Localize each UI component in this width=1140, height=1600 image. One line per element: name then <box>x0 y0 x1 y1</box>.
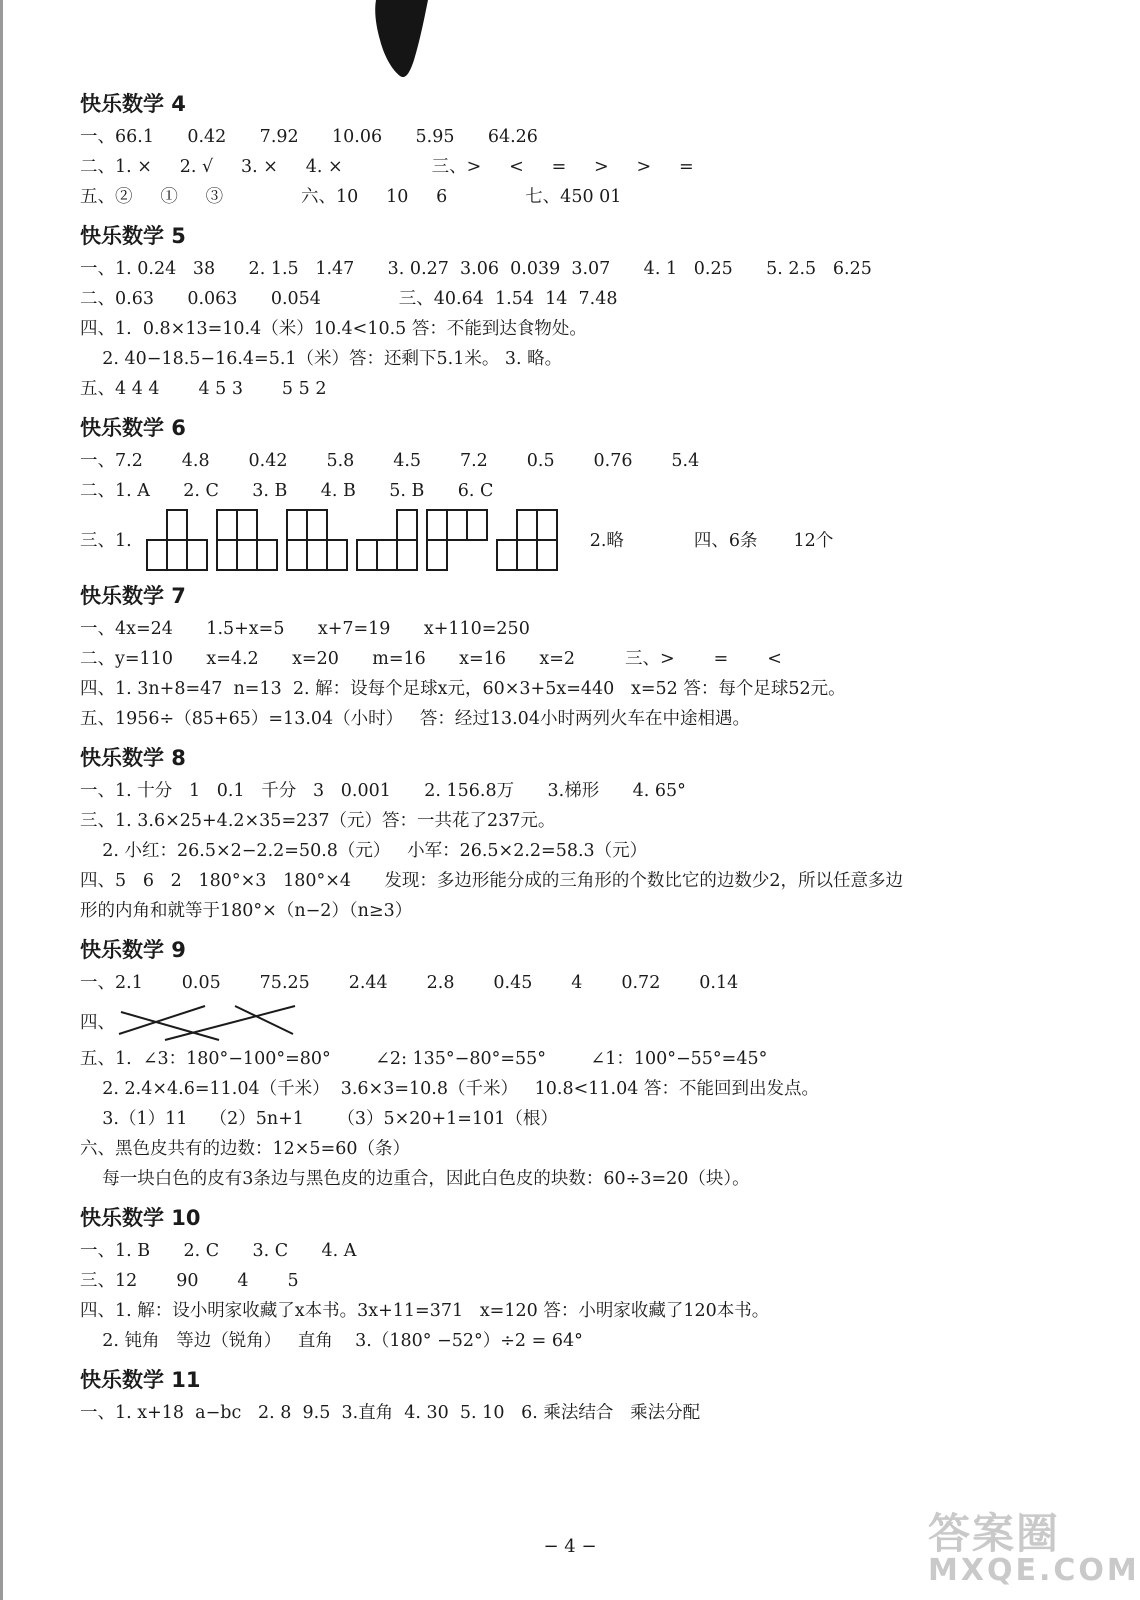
watermark-logo-text: 答案圈 <box>928 1509 1061 1558</box>
answer-line: 五、② ① ③ 六、10 10 6 七、450 01 <box>80 187 622 207</box>
section-title: 快乐数学 4 <box>80 92 186 116</box>
section-math-11 <box>80 1362 1090 1428</box>
answer-line: 2. 40−18.5−16.4=5.1（米）答：还剩下5.1米。 3. 略。 <box>80 349 563 369</box>
answer-line: 二、1. × 2. √ 3. × 4. × 三、> < = > > = <box>80 157 694 177</box>
scan-edge <box>0 0 3 1600</box>
answer-line: 一、1. 十分 1 0.1 千分 3 0.001 2. 156.8万 3.梯形 4. 65° <box>80 781 686 801</box>
answer-line: 形的内角和就等于180°×（n−2）（n≥3） <box>80 901 413 921</box>
section-math-9 <box>80 932 1090 1194</box>
answer-line: 3.（1）11 （2）5n+1 （3）5×20+1=101（根） <box>80 1109 558 1129</box>
site-watermark <box>928 1509 1140 1592</box>
answer-line: 五、4 4 4 4 5 3 5 5 2 <box>80 379 327 399</box>
answer-line: 二、1. A 2. C 3. B 4. B 5. B 6. C <box>80 481 494 501</box>
answer-line: 一、66.1 0.42 7.92 10.06 5.95 64.26 <box>80 127 538 147</box>
answer-line: 二、y=110 x=4.2 x=20 m=16 x=16 x=2 三、> = < <box>80 649 782 669</box>
answer-prefix: 三、1. <box>80 530 132 551</box>
answer-line: 2. 小红：26.5×2−2.2=50.8（元） 小军：26.5×2.2=58.3（元） <box>80 841 648 861</box>
answer-text: 四、6条 <box>693 530 758 551</box>
section-math-4 <box>80 86 1090 212</box>
cube-net-figure <box>216 507 280 571</box>
answer-line: 五、1. ∠3：180°−100°=80° ∠2: 135°−80°=55° ∠1：100°−55°=45° <box>80 1049 768 1069</box>
answer-line: 一、4x=24 1.5+x=5 x+7=19 x+110=250 <box>80 619 530 639</box>
answer-line: 2. 钝角 等边（锐角） 直角 3.（180° −52°）÷2 = 64° <box>80 1331 583 1351</box>
crossing-lines-figure <box>115 998 305 1044</box>
answer-line: 三、12 90 4 5 <box>80 1271 299 1291</box>
watermark-url: MXQE.COM <box>928 1553 1140 1588</box>
answer-line: 二、0.63 0.063 0.054 三、40.64 1.54 14 7.48 <box>80 289 618 309</box>
answer-line: 五、1956÷（85+65）=13.04（小时） 答：经过13.04小时两列火车在中途相遇。 <box>80 709 750 729</box>
answer-content <box>80 86 1090 1434</box>
answer-line: 三、1. 3.6×25+4.2×35=237（元）答：一共花了237元。 <box>80 811 556 831</box>
section-title: 快乐数学 10 <box>80 1206 201 1230</box>
answer-text: 12个 <box>793 530 834 551</box>
section-math-10 <box>80 1200 1090 1356</box>
answer-line: 每一块白色的皮有3条边与黑色皮的边重合，因此白色皮的块数：60÷3=20（块）。 <box>80 1169 750 1189</box>
section-math-8 <box>80 740 1090 926</box>
answer-text: 2.略 <box>589 530 624 551</box>
section-title: 快乐数学 7 <box>80 584 186 608</box>
answer-line: 一、1. 0.24 38 2. 1.5 1.47 3. 0.27 3.06 0.039 3.07 4. 1 0.25 5. 2.5 6.25 <box>80 259 872 279</box>
section-title: 快乐数学 6 <box>80 416 186 440</box>
figure-answer-line <box>80 506 1090 572</box>
cube-net-figure <box>286 507 350 571</box>
cube-net-figure <box>426 507 490 571</box>
section-title: 快乐数学 11 <box>80 1368 201 1392</box>
answer-line: 四、1. 0.8×13=10.4（米）10.4<10.5 答：不能到达食物处。 <box>80 319 587 339</box>
cube-net-figure <box>496 507 560 571</box>
answer-line: 一、7.2 4.8 0.42 5.8 4.5 7.2 0.5 0.76 5.4 <box>80 451 700 471</box>
ink-blot <box>372 0 434 80</box>
answer-line: 四、1. 3n+8=47 n=13 2. 解：设每个足球x元，60×3+5x=440 x=52 答：每个足球52元。 <box>80 679 846 699</box>
section-title: 快乐数学 8 <box>80 746 186 770</box>
answer-line: 四、5 6 2 180°×3 180°×4 发现：多边形能分成的三角形的个数比它的边数少2，所以任意多边 <box>80 871 904 891</box>
answer-line: 一、2.1 0.05 75.25 2.44 2.8 0.45 4 0.72 0.14 <box>80 973 739 993</box>
answer-line: 一、1. x+18 a−bc 2. 8 9.5 3.直角 4. 30 5. 10 6. 乘法结合 乘法分配 <box>80 1403 701 1423</box>
answer-line: 一、1. B 2. C 3. C 4. A <box>80 1241 357 1261</box>
answer-line: 六、黑色皮共有的边数：12×5=60（条） <box>80 1139 410 1159</box>
cube-net-figure <box>356 507 420 571</box>
section-math-5 <box>80 218 1090 404</box>
section-title: 快乐数学 5 <box>80 224 186 248</box>
page-number: − 4 − <box>543 1536 597 1557</box>
cube-net-figure <box>146 507 210 571</box>
answer-prefix: 四、 <box>80 1012 115 1033</box>
section-title: 快乐数学 9 <box>80 938 186 962</box>
section-math-6 <box>80 410 1090 572</box>
answer-line: 2. 2.4×4.6=11.04（千米） 3.6×3=10.8（千米） 10.8<11.04 答：不能回到出发点。 <box>80 1079 819 1099</box>
section-math-7 <box>80 578 1090 734</box>
answer-line: 四、1. 解：设小明家收藏了x本书。3x+11=371 x=120 答：小明家收藏了120本书。 <box>80 1301 770 1321</box>
figure-answer-line <box>80 998 1090 1044</box>
